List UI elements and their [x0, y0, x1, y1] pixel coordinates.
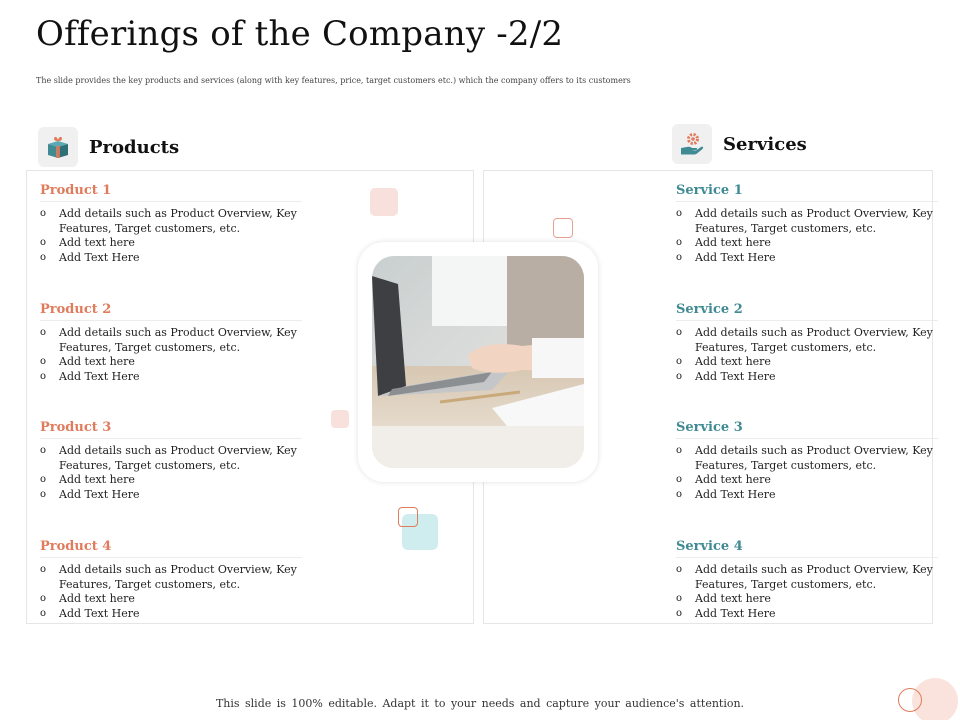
- product-item: [40, 539, 302, 621]
- bullet-item: o Add text here: [40, 473, 302, 488]
- bullet-item: o Add Text Here: [676, 370, 938, 385]
- product-item: [40, 183, 302, 265]
- service-title: Service 2: [676, 302, 938, 321]
- bullet-item: o Add Text Here: [40, 251, 302, 266]
- bullet-item: o Add details such as Product Overview, Key Features, Target customers, etc.: [676, 207, 938, 236]
- bullet-item: o Add text here: [676, 592, 938, 607]
- bullet-item: o Add Text Here: [676, 488, 938, 503]
- service-title: Service 1: [676, 183, 938, 202]
- service-title: Service 4: [676, 539, 938, 558]
- bullet-item: o Add Text Here: [40, 607, 302, 622]
- bullet-item: o Add details such as Product Overview, Key Features, Target customers, etc.: [676, 563, 938, 592]
- bullet-item: o Add Text Here: [676, 607, 938, 622]
- bullet-item: o Add Text Here: [676, 251, 938, 266]
- bullet-item: o Add details such as Product Overview, Key Features, Target customers, etc.: [676, 326, 938, 355]
- product-item: [40, 420, 302, 502]
- decorative-square: [553, 218, 573, 238]
- hand-gear-icon: [672, 124, 712, 164]
- product-title: Product 2: [40, 302, 302, 321]
- services-heading: Services: [723, 134, 807, 155]
- product-title: Product 4: [40, 539, 302, 558]
- service-title: Service 3: [676, 420, 938, 439]
- product-item: [40, 302, 302, 384]
- bullet-item: o Add Text Here: [40, 488, 302, 503]
- footer-note: This slide is 100% editable. Adapt it to your needs and capture your audience's attention.: [215, 697, 745, 710]
- service-item: [676, 539, 938, 621]
- decorative-square: [331, 410, 349, 428]
- service-item: [676, 420, 938, 502]
- bullet-item: o Add details such as Product Overview, Key Features, Target customers, etc.: [40, 207, 302, 236]
- service-item: [676, 183, 938, 265]
- products-heading: Products: [89, 137, 180, 158]
- bullet-item: o Add text here: [676, 355, 938, 370]
- bullet-item: o Add details such as Product Overview, Key Features, Target customers, etc.: [40, 326, 302, 355]
- photo-frame: [358, 242, 598, 482]
- product-title: Product 1: [40, 183, 302, 202]
- laptop-photo-icon: [372, 256, 584, 468]
- product-title: Product 3: [40, 420, 302, 439]
- service-item: [676, 302, 938, 384]
- gift-box-icon: [38, 127, 78, 167]
- bullet-item: o Add details such as Product Overview, Key Features, Target customers, etc.: [676, 444, 938, 473]
- decorative-square: [398, 507, 418, 527]
- decorative-square: [370, 188, 398, 216]
- slide-subtitle: The slide provides the key products and services (along with key features, price, target customers etc.) which the company offers to its customers: [36, 76, 631, 85]
- bullet-item: o Add Text Here: [40, 370, 302, 385]
- bullet-item: o Add details such as Product Overview, Key Features, Target customers, etc.: [40, 444, 302, 473]
- bullet-item: o Add text here: [676, 473, 938, 488]
- bullet-item: o Add details such as Product Overview, Key Features, Target customers, etc.: [40, 563, 302, 592]
- bullet-item: o Add text here: [40, 355, 302, 370]
- slide-title: Offerings of the Company -2/2: [36, 14, 564, 54]
- bullet-item: o Add text here: [40, 592, 302, 607]
- bullet-item: o Add text here: [40, 236, 302, 251]
- bullet-item: o Add text here: [676, 236, 938, 251]
